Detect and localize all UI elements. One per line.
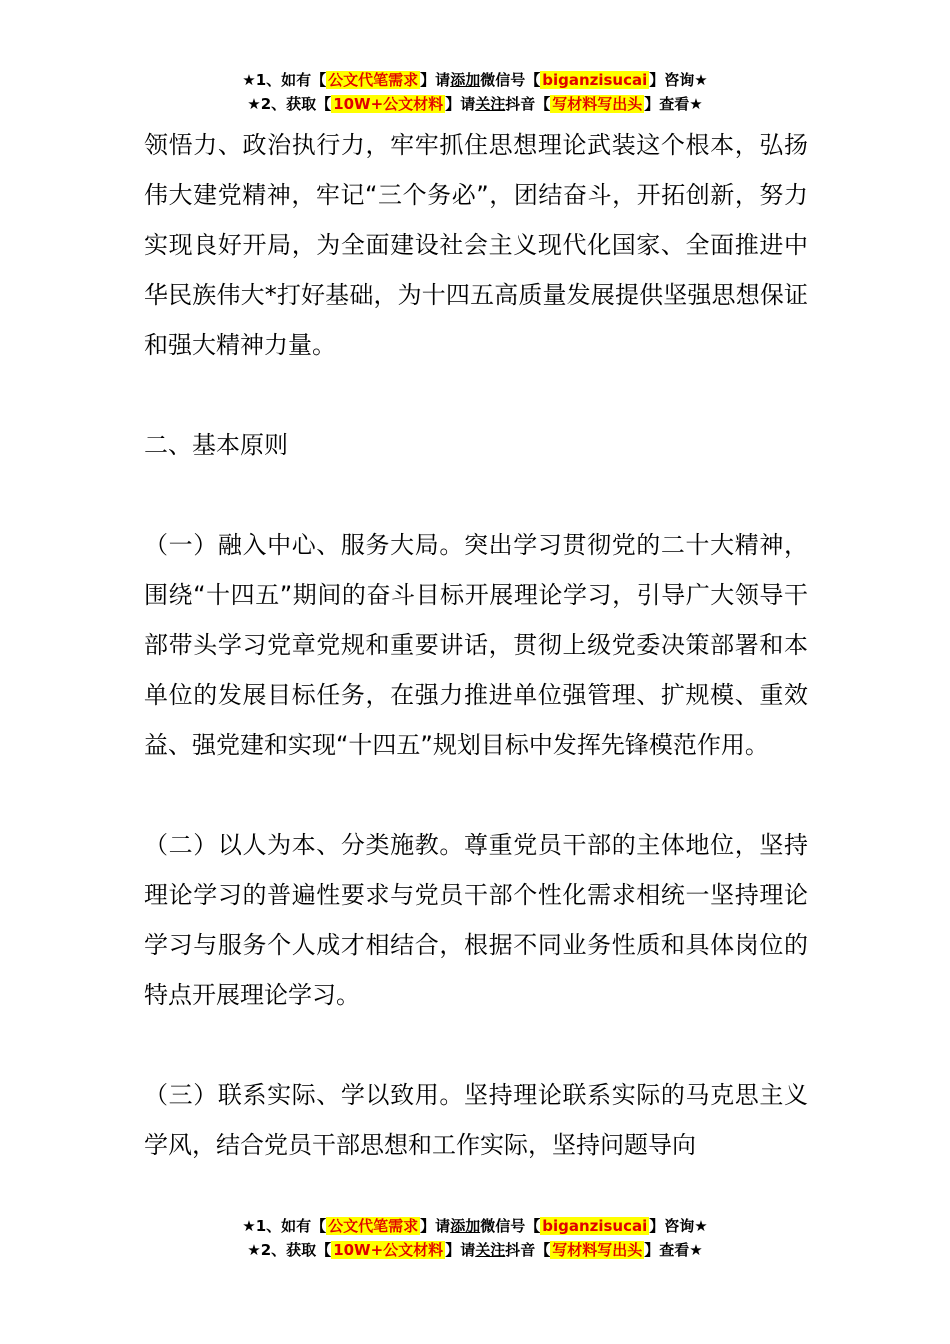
banner-underline: 关注 xyxy=(475,1241,506,1259)
banner-text: 】请 xyxy=(445,1241,476,1259)
banner-line-2 xyxy=(0,1238,950,1262)
banner-highlight-douyin: 写材料写出头 xyxy=(552,95,643,113)
banner-text: ★1、如有【 xyxy=(242,1217,327,1235)
header-banner xyxy=(0,68,950,116)
banner-underline: 添加 xyxy=(450,1217,481,1235)
paragraph-intro-continued: 领悟力、政治执行力，牢牢抓住思想理论武装这个根本，弘扬伟大建党精神，牢记“三个务必”，团结奋斗，开拓创新，努力实现良好开局，为全面建设社会主义现代化国家、全面推进中华民族伟大*打好基础，为十四五高质量发展提供坚强思想保证和强大精神力量。 xyxy=(144,131,808,359)
banner-text: 微信号【 xyxy=(480,1217,541,1235)
banner-line-1 xyxy=(0,1214,950,1238)
banner-text: ★2、获取【 xyxy=(247,95,332,113)
banner-text: 】查看★ xyxy=(644,1241,703,1259)
banner-underline: 添加 xyxy=(450,71,481,89)
document-body xyxy=(144,120,808,1170)
banner-highlight-wechat: biganzisucai xyxy=(542,1217,648,1235)
banner-text: 】咨询★ xyxy=(649,1217,708,1235)
banner-text: 抖音【 xyxy=(505,1241,551,1259)
banner-highlight-douyin: 写材料写出头 xyxy=(552,1241,643,1259)
banner-text: 微信号【 xyxy=(480,71,541,89)
footer-banner xyxy=(0,1214,950,1262)
paragraph-principle-2: （二）以人为本、分类施教。尊重党员干部的主体地位，坚持理论学习的普遍性要求与党员干部个性化需求相统一坚持理论学习与服务个人成才相结合，根据不同业务性质和具体岗位的特点开展理论学习。 xyxy=(144,831,808,1009)
banner-highlight-wechat: biganzisucai xyxy=(542,71,648,89)
banner-highlight-materials: 10W+公文材料 xyxy=(333,95,444,113)
banner-text: 】查看★ xyxy=(644,95,703,113)
banner-text: ★2、获取【 xyxy=(247,1241,332,1259)
banner-line-1 xyxy=(0,68,950,92)
banner-highlight-service: 公文代笔需求 xyxy=(328,1217,419,1235)
banner-line-2 xyxy=(0,92,950,116)
banner-text: 抖音【 xyxy=(505,95,551,113)
section-heading-basic-principles: 二、基本原则 xyxy=(144,431,288,459)
paragraph-principle-1: （一）融入中心、服务大局。突出学习贯彻党的二十大精神，围绕“十四五”期间的奋斗目标开展理论学习，引导广大领导干部带头学习党章党规和重要讲话，贯彻上级党委决策部署和本单位的发展目标任务，在强力推进单位强管理、扩规模、重效益、强党建和实现“十四五”规划目标中发挥先锋模范作用。 xyxy=(144,531,808,759)
paragraph-spacer xyxy=(144,370,808,420)
banner-text: 】请 xyxy=(420,1217,451,1235)
banner-underline: 关注 xyxy=(475,95,506,113)
banner-text: 】请 xyxy=(445,95,476,113)
banner-text: 】咨询★ xyxy=(649,71,708,89)
paragraph-principle-3: （三）联系实际、学以致用。坚持理论联系实际的马克思主义学风，结合党员干部思想和工作实际，坚持问题导向 xyxy=(144,1081,808,1159)
banner-text: ★1、如有【 xyxy=(242,71,327,89)
banner-highlight-materials: 10W+公文材料 xyxy=(333,1241,444,1259)
paragraph-spacer xyxy=(144,470,808,520)
banner-text: 】请 xyxy=(420,71,451,89)
paragraph-spacer xyxy=(144,770,808,820)
banner-highlight-service: 公文代笔需求 xyxy=(328,71,419,89)
paragraph-spacer xyxy=(144,1020,808,1070)
